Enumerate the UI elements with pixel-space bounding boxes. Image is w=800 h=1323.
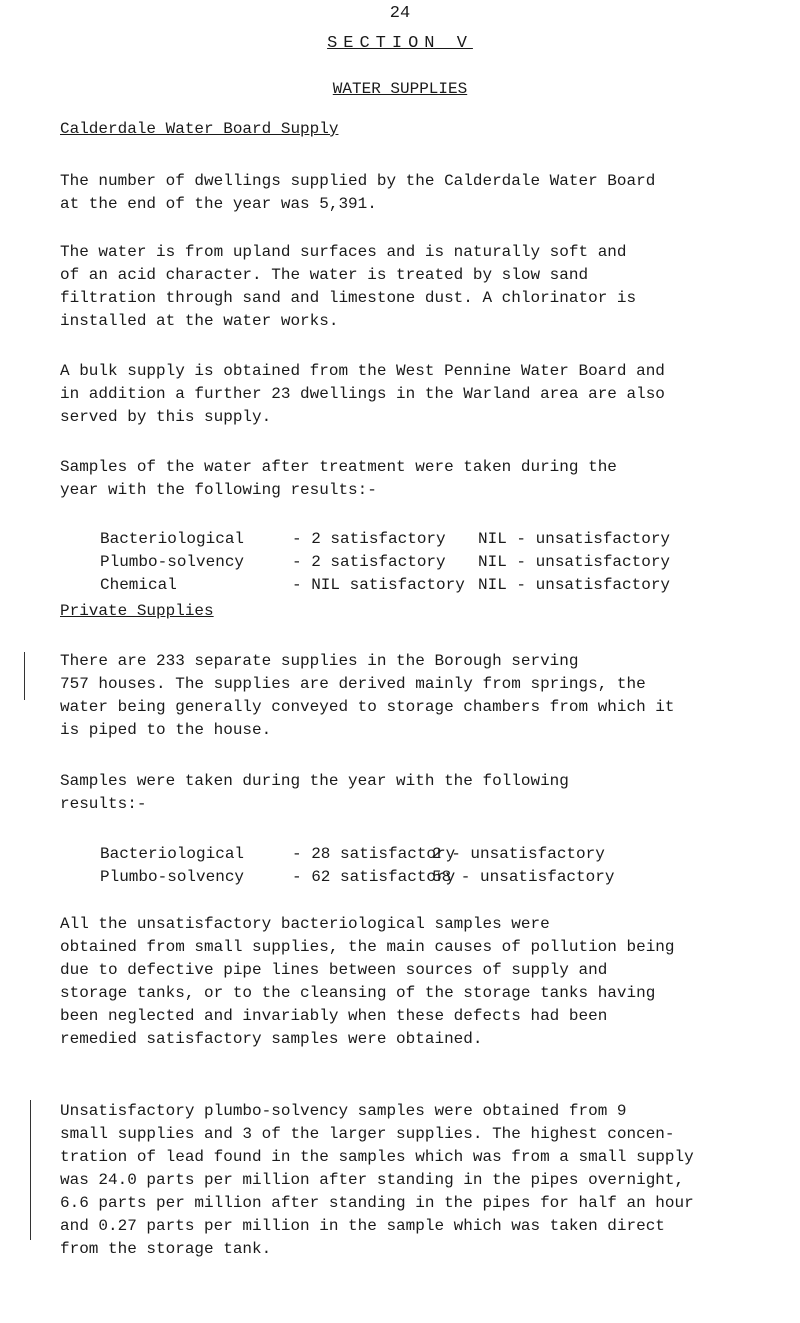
unsatisfactory-count: 2 - unsatisfactory <box>432 845 605 863</box>
test-name: Plumbo-solvency <box>100 553 245 571</box>
unsatisfactory-count: 58 - unsatisfactory <box>432 868 615 886</box>
satisfactory-count: - 2 satisfactory <box>292 530 446 548</box>
satisfactory-count: - 28 satisfactory <box>292 845 456 863</box>
unsatisfactory-count: NIL - unsatisfactory <box>478 530 671 548</box>
calderdale-paragraph-3: A bulk supply is obtained from the West Pennine Water Board and in addition a further 23 dwellings in the Warland area are also served by this supply. <box>60 362 665 426</box>
section-title: SECTION V <box>327 34 473 53</box>
table-row <box>100 866 614 889</box>
private-supplies-heading: Private Supplies <box>60 602 214 620</box>
private-paragraph-1: There are 233 separate supplies in the Borough serving 757 houses. The supplies are derived mainly from springs, the water being generally conveyed to storage chambers from which it is piped to the house. <box>60 652 675 739</box>
table-row <box>100 843 614 866</box>
test-name: Bacteriological <box>100 530 245 548</box>
private-results-table <box>100 843 614 889</box>
private-paragraph-3: All the unsatisfactory bacteriological samples were obtained from small supplies, the main causes of pollution being due to defective pipe lines between sources of supply and storage tanks, or to the cleansing of the storage tanks having been neglected and invariably when these defects had been remedied satisfactory samples were obtained. <box>60 915 675 1048</box>
satisfactory-count: - 62 satisfactory <box>292 868 456 886</box>
test-name: Bacteriological <box>100 845 245 863</box>
unsatisfactory-count: NIL - unsatisfactory <box>478 576 671 594</box>
test-name: Plumbo-solvency <box>100 868 245 886</box>
table-row <box>100 551 670 574</box>
margin-bracket <box>24 652 25 700</box>
margin-bracket <box>30 1100 31 1240</box>
satisfactory-count: - 2 satisfactory <box>292 553 446 571</box>
calderdale-results-table <box>100 528 670 597</box>
test-name: Chemical <box>100 576 177 594</box>
table-row <box>100 528 670 551</box>
calderdale-paragraph-4: Samples of the water after treatment were taken during the year with the following results:- <box>60 458 617 499</box>
calderdale-paragraph-1: The number of dwellings supplied by the Calderdale Water Board at the end of the year was 5,391. <box>60 172 656 213</box>
table-row <box>100 574 670 597</box>
private-paragraph-2: Samples were taken during the year with the following results:- <box>60 772 569 813</box>
satisfactory-count: - NIL satisfactory <box>292 576 465 594</box>
calderdale-paragraph-2: The water is from upland surfaces and is naturally soft and of an acid character. The water is treated by slow sand filtration through sand and limestone dust. A chlorinator is installed at the water works. <box>60 243 637 330</box>
private-paragraph-4: Unsatisfactory plumbo-solvency samples were obtained from 9 small supplies and 3 of the larger supplies. The highest concen- tration of lead found in the samples which was from a small supply was 24.0 parts per million after standing in the pipes overnight, 6.6 parts per million after standing in the pipes for half an hour and 0.27 parts per million in the sample which was taken direct from the storage tank. <box>60 1102 694 1258</box>
unsatisfactory-count: NIL - unsatisfactory <box>478 553 671 571</box>
page-number: 24 <box>389 4 411 23</box>
section-subtitle: WATER SUPPLIES <box>332 80 468 98</box>
calderdale-heading: Calderdale Water Board Supply <box>60 120 339 138</box>
